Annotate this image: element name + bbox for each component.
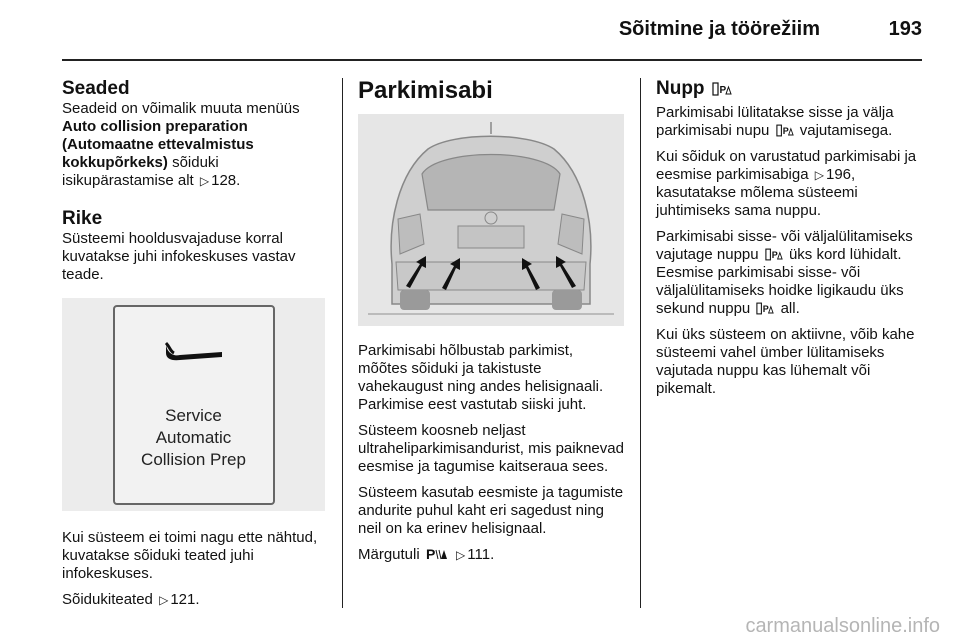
margutuli-ref[interactable]: 111. <box>467 546 495 563</box>
nupp-p2 <box>656 148 926 220</box>
column-divider-1 <box>342 78 343 608</box>
display-message <box>141 405 246 471</box>
service-display-figure <box>62 298 325 511</box>
parking-assist-button-icon <box>765 248 783 261</box>
seaded-text-2: sõiduki isikupärastamise alt <box>62 154 219 189</box>
page-ref-arrow-icon: ▷ <box>814 168 824 182</box>
soidukiteated-label: Sõidukiteated <box>62 591 153 608</box>
parking-warning-icon <box>426 546 448 561</box>
page-ref-arrow-icon: ▷ <box>199 174 210 188</box>
column-1 <box>62 78 327 617</box>
driver-info-display <box>113 305 275 505</box>
parkimisabi-p1: Parkimisabi hõlbustab parkimist, mõõtes sõiduki ja takistuste vahekaugust ning andes helisignaali. Parkimise eest vastutab siiski juht. <box>358 342 604 413</box>
car-rear-figure <box>358 114 624 326</box>
svg-text:P: P <box>425 546 436 561</box>
soidukiteated-paragraph <box>62 591 327 609</box>
nupp-p4: Kui üks süsteem on aktiivne, võib kahe süsteemi vahel ümber lülitamiseks vajutada nuppu kas lühemalt või pikemalt. <box>656 326 915 397</box>
nupp-p2-b: kasutatakse mõlema süsteemi juhtimiseks sama nuppu. <box>656 184 858 219</box>
nupp-p2-ref[interactable]: 196, <box>825 166 856 183</box>
seaded-bold-menu: Auto collision preparation (Automaatne ettevalmistus kokkupõrkeks) <box>62 118 254 171</box>
seaded-ref[interactable]: 128. <box>211 172 241 189</box>
column-3 <box>656 78 926 406</box>
display-line-2: Automatic <box>155 427 232 447</box>
display-line-1: Service <box>165 405 222 425</box>
parking-assist-button-icon <box>776 124 794 137</box>
margutuli-label: Märgutuli <box>358 546 420 563</box>
page-ref-arrow-icon: ▷ <box>456 548 466 562</box>
nupp-p1 <box>656 104 926 140</box>
heading-nupp-text: Nupp <box>656 78 705 99</box>
nupp-p3 <box>656 228 926 318</box>
heading-nupp <box>656 78 926 100</box>
parkimisabi-p2: Süsteem koosneb neljast ultraheliparkimisandurist, mis paiknevad eesmise ja tagumise kaitseraua sees. <box>358 422 624 475</box>
nupp-p3-c: all. <box>780 300 800 317</box>
heading-parkimisabi: Parkimisabi <box>358 77 493 104</box>
after-figure-paragraph: Kui süsteem ei toimi nagu ette nähtud, kuvatakse sõiduki teated juhi infokeskuses. <box>62 529 318 582</box>
rike-paragraph: Süsteemi hooldusvajaduse korral kuvatakse juhi infokeskuses vastav teade. <box>62 230 296 283</box>
header-title: Sõitmine ja töörežiim <box>618 18 820 40</box>
heading-seaded: Seaded <box>62 78 130 99</box>
page-header <box>0 0 960 60</box>
heading-rike: Rike <box>62 208 103 229</box>
nupp-p1-b: vajutamisega. <box>799 122 893 139</box>
seaded-text-1: Seadeid on võimalik muuta menüüs <box>62 100 300 117</box>
display-line-3: Collision Prep <box>141 449 246 469</box>
nupp-p3-a: Parkimisabi sisse- või väljalülitamiseks vajutage nuppu <box>656 228 913 263</box>
page-ref-arrow-icon: ▷ <box>159 593 169 607</box>
parkimisabi-p3: Süsteem kasutab eesmiste ja tagumiste andurite puhul kaht eri sagedust ning neil on ka erinev helisignaal. <box>358 484 624 537</box>
soidukiteated-ref[interactable]: 121. <box>170 591 200 608</box>
watermark: carmanualsonline.info <box>745 615 940 637</box>
nupp-p2-a: Kui sõiduk on varustatud parkimisabi ja eesmise parkimisabiga <box>656 148 917 183</box>
nupp-p3-b: üks kord lühidalt. Eesmise parkimisabi sisse- või väljalülitamiseks hoidke ligikaudu üks sekund nuppu <box>656 246 904 317</box>
header-rule <box>62 59 922 61</box>
margutuli-paragraph <box>358 546 624 564</box>
parking-assist-button-icon <box>712 82 732 96</box>
wrench-icon <box>164 341 224 365</box>
car-rear-illustration <box>358 114 624 326</box>
column-2 <box>358 78 624 572</box>
seaded-paragraph <box>62 100 327 190</box>
parking-assist-button-icon <box>756 302 774 315</box>
page-number: 193 <box>888 18 922 40</box>
column-divider-2 <box>640 78 641 608</box>
nupp-p1-a: Parkimisabi lülitatakse sisse ja välja parkimisabi nupu <box>656 104 894 139</box>
